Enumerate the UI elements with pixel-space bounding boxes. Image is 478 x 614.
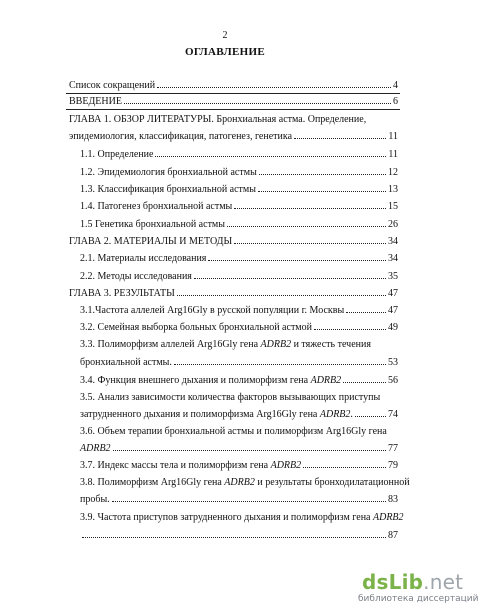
leader-dots xyxy=(208,259,386,261)
toc-entry[interactable] xyxy=(69,96,398,108)
toc-entry-title: эпидемиология, классификация, патогенез, генетика xyxy=(69,131,293,142)
toc-entry-title-line1: 3.8. Полиморфизм Arg16Gly гена ADRB2 и результаты бронходилатационной xyxy=(80,477,410,488)
toc-entry-page: 11 xyxy=(388,131,398,142)
toc-entry-title: 1.2. Эпидемиология бронхиальной астмы xyxy=(80,167,257,178)
toc-entry-page: 47 xyxy=(388,288,398,299)
toc-entry-title: 2.1. Материалы исследования xyxy=(80,253,207,264)
toc-entry-title-line1: ГЛАВА 1. ОБЗОР ЛИТЕРАТУРЫ. Бронхиальная астма. Определение, xyxy=(69,114,367,125)
leader-dots xyxy=(258,190,386,192)
toc-entry[interactable] xyxy=(69,288,398,300)
leader-dots xyxy=(124,102,391,104)
leader-dots xyxy=(194,277,386,279)
watermark-brand: dsLib xyxy=(362,570,424,594)
toc-entry-title: 3.4. Функция внешнего дыхания и полиморфизм гена ADRB2 xyxy=(80,375,342,386)
page-number: 2 xyxy=(222,30,228,41)
toc-entry-page: 53 xyxy=(388,357,398,368)
toc-entry[interactable] xyxy=(69,236,398,248)
toc-entry-page: 15 xyxy=(388,201,398,212)
leader-dots xyxy=(346,311,386,313)
leader-dots xyxy=(343,381,386,383)
toc-entry-title: бронхиальной астмы. xyxy=(80,357,172,368)
divider xyxy=(66,109,400,110)
toc-entry-page: 35 xyxy=(388,271,398,282)
toc-entry[interactable] xyxy=(80,409,398,421)
toc-entry[interactable] xyxy=(80,201,398,213)
toc-entry[interactable] xyxy=(80,167,398,179)
leader-dots xyxy=(157,86,391,88)
toc-entry[interactable] xyxy=(80,460,398,472)
toc-entry-title: 1.1. Определение xyxy=(80,149,154,160)
toc-entry-page: 11 xyxy=(388,149,398,160)
toc-entry-page: 26 xyxy=(388,219,398,230)
watermark xyxy=(358,570,478,604)
toc-entry-page: 74 xyxy=(388,409,398,420)
toc-entry-title: 1.4. Патогенез бронхиальной астмы xyxy=(80,201,233,212)
toc-entry[interactable] xyxy=(80,322,398,334)
watermark-subtitle: библиотека диссертаций xyxy=(358,594,478,604)
toc-entry-page: 47 xyxy=(388,305,398,316)
leader-dots xyxy=(113,449,386,451)
toc-entry[interactable] xyxy=(80,530,398,542)
toc-entry-title: ADRB2 xyxy=(80,443,111,454)
watermark-domain: .net xyxy=(423,570,464,594)
watermark-logo xyxy=(362,570,463,594)
toc-entry[interactable] xyxy=(80,494,398,506)
toc-entry-title: ГЛАВА 2. МАТЕРИАЛЫ И МЕТОДЫ xyxy=(69,236,233,247)
toc-entry-title-line1: 3.3. Полиморфизм аллелей Arg16Gly гена ADRB2 и тяжесть течения xyxy=(80,339,371,350)
leader-dots xyxy=(174,363,386,365)
toc-entry[interactable] xyxy=(80,443,398,455)
toc-entry[interactable] xyxy=(80,149,398,161)
toc-entry-title: 3.1.Частота аллелей Arg16Gly в русской популяции г. Москвы xyxy=(80,305,345,316)
toc-entry[interactable] xyxy=(69,80,398,92)
toc-entry[interactable] xyxy=(80,305,398,317)
leader-dots xyxy=(112,500,386,502)
toc-entry[interactable] xyxy=(80,375,398,387)
leader-dots xyxy=(294,137,386,139)
leader-dots xyxy=(82,536,386,538)
toc-entry-page: 77 xyxy=(388,443,398,454)
leader-dots xyxy=(314,328,386,330)
toc-entry-page: 34 xyxy=(388,236,398,247)
toc-entry-page: 13 xyxy=(388,184,398,195)
toc-entry-title: 1.5 Генетика бронхиальной астмы xyxy=(80,219,225,230)
leader-dots xyxy=(303,466,386,468)
toc-entry-title: ГЛАВА 3. РЕЗУЛЬТАТЫ xyxy=(69,288,175,299)
toc-entry-page: 4 xyxy=(393,80,398,91)
toc-entry[interactable] xyxy=(80,357,398,369)
leader-dots xyxy=(234,207,386,209)
leader-dots xyxy=(355,415,386,417)
toc-entry-page: 83 xyxy=(388,494,398,505)
toc-entry[interactable] xyxy=(80,184,398,196)
toc-entry-title: 3.7. Индекс массы тела и полиморфизм гена ADRB2 xyxy=(80,460,302,471)
toc-entry-title-line1: 3.5. Анализ зависимости количества факторов вызывающих приступы xyxy=(80,392,381,403)
toc-entry-page: 34 xyxy=(388,253,398,264)
leader-dots xyxy=(259,173,386,175)
toc-entry-page: 6 xyxy=(393,96,398,107)
toc-entry[interactable] xyxy=(69,131,398,143)
toc-entry-title-line1: 3.9. Частота приступов затрудненного дыхания и полиморфизм гена ADRB2 xyxy=(80,512,404,523)
toc-entry-page: 49 xyxy=(388,322,398,333)
toc-entry-page: 56 xyxy=(388,375,398,386)
leader-dots xyxy=(177,294,386,296)
toc-entry-page: 12 xyxy=(388,167,398,178)
toc-entry-page: 87 xyxy=(388,530,398,541)
page-title: ОГЛАВЛЕНИЕ xyxy=(185,46,265,58)
toc-entry-title: ВВЕДЕНИЕ xyxy=(69,96,122,107)
leader-dots xyxy=(234,242,386,244)
toc-entry[interactable] xyxy=(80,253,398,265)
toc-entry-title: пробы. xyxy=(80,494,110,505)
toc-entry-title: 3.2. Семейная выборка больных бронхиальной астмой xyxy=(80,322,312,333)
leader-dots xyxy=(227,225,386,227)
toc-entry[interactable] xyxy=(80,271,398,283)
toc-entry-title: затрудненного дыхания и полиморфизма Arg16Gly гена ADRB2. xyxy=(80,409,353,420)
toc-entry[interactable] xyxy=(80,219,398,231)
toc-entry-title: Список сокращений xyxy=(69,80,156,91)
toc-entry-title: 2.2. Методы исследования xyxy=(80,271,192,282)
divider xyxy=(66,93,400,94)
leader-dots xyxy=(155,155,386,157)
toc-entry-title: 1.3. Классификация бронхиальной астмы xyxy=(80,184,256,195)
toc-entry-title-line1: 3.6. Объем терапии бронхиальной астмы и полиморфизм Arg16Gly гена xyxy=(80,426,387,437)
toc-entry-page: 79 xyxy=(388,460,398,471)
